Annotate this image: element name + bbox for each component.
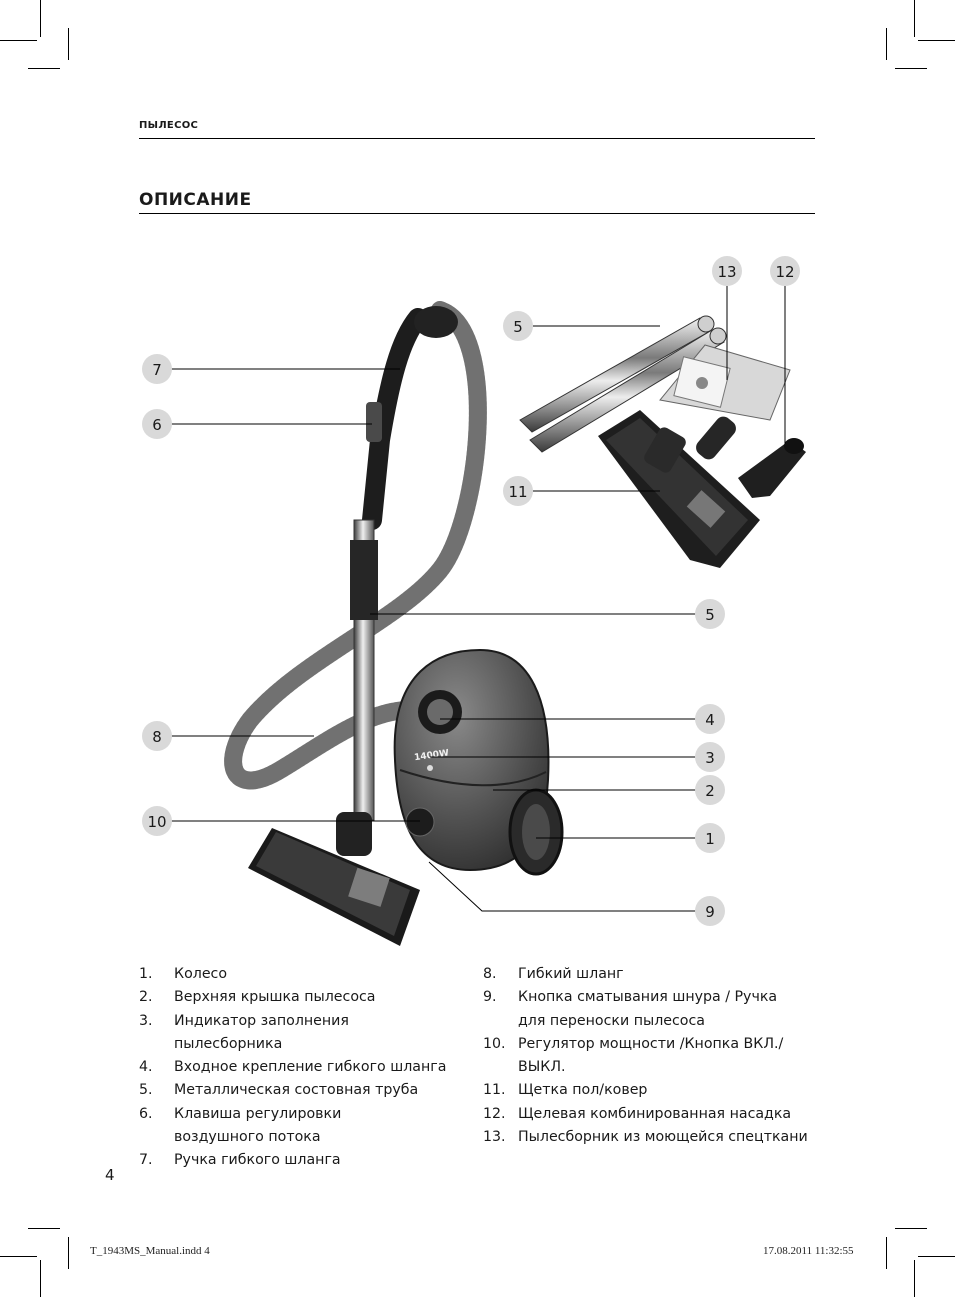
callout-7 <box>142 354 172 384</box>
item-number: 10. <box>483 1035 506 1052</box>
item-text: Колесо <box>174 966 228 982</box>
item-text: Кнопка сматывания шнура / Ручка для переноски пылесоса <box>518 989 778 1029</box>
callout-3 <box>695 742 725 772</box>
item-text: Регулятор мощности /Кнопка ВКЛ./ВЫКЛ. <box>518 1035 784 1076</box>
list-item <box>483 1103 823 1126</box>
svg-text:13: 13 <box>717 263 737 281</box>
item-number: 4. <box>139 1059 153 1076</box>
list-item <box>139 1079 459 1102</box>
list-item <box>139 1010 459 1057</box>
item-number: 9. <box>483 989 497 1006</box>
svg-text:2: 2 <box>705 782 715 800</box>
callout-8 <box>142 721 172 751</box>
callout-5-top <box>503 311 533 341</box>
list-item <box>483 986 823 1033</box>
item-number: 13. <box>483 1129 506 1146</box>
item-number: 7. <box>139 1152 153 1169</box>
item-number: 8. <box>483 966 497 982</box>
svg-text:5: 5 <box>513 318 523 336</box>
item-text: Металлическая состовная труба <box>174 1082 419 1099</box>
slug-date: 17.08.2011 11:32:55 <box>763 1245 854 1257</box>
list-item <box>483 1126 823 1149</box>
item-text: Верхняя крышка пылесоса <box>174 989 376 1006</box>
list-item <box>483 963 823 986</box>
svg-text:7: 7 <box>152 361 162 379</box>
list-item <box>139 1149 459 1172</box>
svg-text:9: 9 <box>705 903 715 921</box>
item-text: Индикатор заполнения пылесборника <box>174 1012 349 1052</box>
item-number: 12. <box>483 1105 506 1122</box>
callout-11 <box>503 476 533 506</box>
callout-12 <box>770 256 800 286</box>
svg-text:12: 12 <box>775 263 795 281</box>
item-text: Пылесборник из моющейся спецткани <box>518 1129 808 1146</box>
callout-2 <box>695 775 725 805</box>
floor-brush <box>248 812 420 946</box>
callout-9 <box>695 896 725 926</box>
item-number: 5. <box>139 1082 153 1099</box>
section-title: ОПИСАНИЕ <box>139 190 252 210</box>
svg-text:4: 4 <box>705 711 715 729</box>
item-text: Щетка пол/ковер <box>518 1082 648 1099</box>
vacuum-body <box>395 650 562 874</box>
slug-file: T_1943MS_Manual.indd 4 <box>90 1245 210 1257</box>
svg-text:1: 1 <box>705 830 715 848</box>
list-item <box>139 963 459 986</box>
callout-13 <box>712 256 742 286</box>
item-number: 3. <box>139 1012 153 1029</box>
item-text: Щелевая комбинированная насадка <box>518 1105 792 1122</box>
svg-text:6: 6 <box>152 416 162 434</box>
parts-list-right <box>483 963 823 1149</box>
hose-handle <box>366 306 458 520</box>
item-text: Клавиша регулировки воздушного потока <box>174 1105 342 1146</box>
power-label: 1400W <box>413 748 450 764</box>
list-item <box>139 986 459 1009</box>
item-text: Ручка гибкого шланга <box>174 1152 341 1169</box>
floor-brush-accessory <box>598 410 760 568</box>
parts-list-left <box>139 963 459 1173</box>
svg-text:3: 3 <box>705 749 715 767</box>
item-number: 2. <box>139 989 153 1006</box>
crevice-tool <box>738 438 806 498</box>
item-text: Гибкий шланг <box>518 966 624 982</box>
callout-1 <box>695 823 725 853</box>
callout-4 <box>695 704 725 734</box>
svg-text:8: 8 <box>152 728 162 746</box>
svg-text:11: 11 <box>508 483 528 501</box>
callout-6 <box>142 409 172 439</box>
item-number: 6. <box>139 1105 153 1122</box>
svg-text:10: 10 <box>147 813 167 831</box>
item-text: Входное крепление гибкого шланга <box>174 1059 447 1076</box>
list-item <box>483 1079 823 1102</box>
item-number: 1. <box>139 966 153 982</box>
list-item <box>139 1103 459 1150</box>
page-number: 4 <box>105 1166 115 1184</box>
list-item <box>139 1056 459 1079</box>
callout-5 <box>695 599 725 629</box>
callout-10 <box>142 806 172 836</box>
svg-text:5: 5 <box>705 606 715 624</box>
running-title: ПЫЛЕСОС <box>139 120 199 131</box>
item-number: 11. <box>483 1082 506 1099</box>
list-item <box>483 1033 823 1080</box>
